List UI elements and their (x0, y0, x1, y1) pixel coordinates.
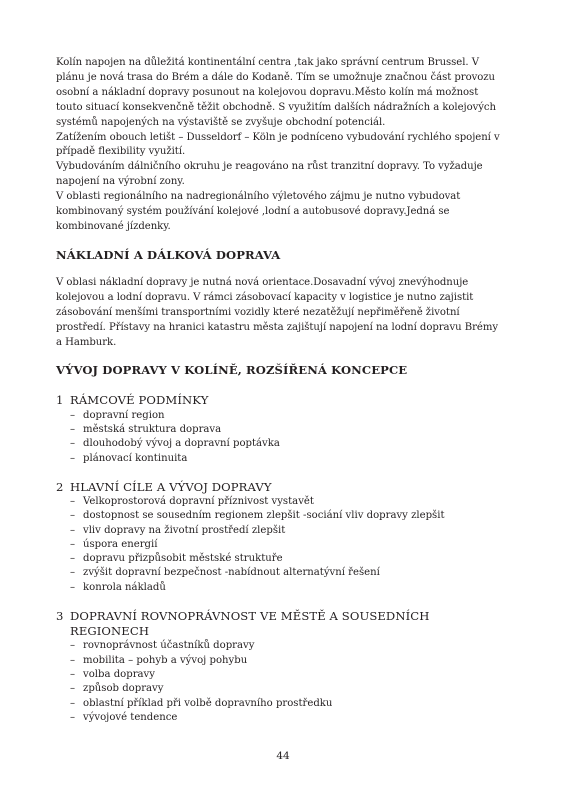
dash-bullet: – (70, 496, 76, 507)
freight-paragraph: V oblasi nákladní dopravy je nutná nová orientace.Dosavadní vývoj znevýhodnuje kolejovou a lodní dopravu. V rámci zásobovací kapacity v logistice je nutno zajistit zásobování menšími transportními vozidly které nezatěžují nepřiměřeně životní prostředí. Přístavy na hranici katastru města zajištují napojení na lodní dopravu Brémy a Hamburk. (56, 276, 499, 348)
section-number: 3 (56, 609, 64, 624)
dash-bullet: – (70, 510, 76, 522)
section-3 (56, 609, 502, 725)
dash-bullet: – (70, 654, 76, 666)
list-item: – mobilita – pohyb a vývoj pohybu (70, 654, 502, 668)
list-item: – městská struktura doprava (70, 423, 502, 437)
dash-bullet: – (70, 669, 76, 681)
list-item: – dostopnost se sousedním regionem zlepšit -sociání vliv dopravy zlepšit (70, 509, 502, 523)
list-item: – dopravní region (70, 409, 502, 423)
intro-paragraph-4: V oblasti regionálního na nadregionálního výletového zájmu je nutno vybudovat kombinovaný systém používání kolejové ,lodní a autobusové dopravy.Jedná se kombinované jízdenky. (56, 191, 461, 232)
section-title: HLAVNÍ CÍLE A VÝVOJ DOPRAVY (70, 479, 272, 494)
dash-bullet: – (70, 409, 76, 421)
section-2 (56, 480, 502, 595)
list-item: – volba dopravy (70, 668, 502, 682)
dash-bullet: – (70, 567, 76, 579)
dash-bullet: – (70, 524, 76, 536)
section-items (56, 409, 502, 466)
dash-bullet: – (70, 423, 76, 435)
section-number: 2 (56, 479, 64, 494)
list-item: – Velkoprostorová dopravní příznivost vystavět (70, 495, 502, 509)
intro-paragraph-1: Kolín napojen na důležitá kontinentální centra ,tak jako správní centrum Brussel. V plánu je nová trasa do Brém a dále do Kodaně. Tím se umožnuje značnou část provozu osobní a nákladní dopravy posunout na kolejovou dopravu.Město kolín má možnost touto situací konsekvenčně těžit obchodně. S využitím dalších nádražních a kolejových systémů napojených na výstaviště se zvyšuje obchodní potenciál. (56, 57, 496, 128)
list-item: – rovnoprávnost účastníků dopravy (70, 639, 502, 653)
dash-bullet: – (70, 697, 76, 709)
list-item: – dopravu přizpůsobit městské struktuře (70, 552, 502, 566)
list-item: – vliv dopravy na životní prostředí zlepšit (70, 524, 502, 538)
page-number: 44 (276, 750, 290, 762)
list-item: – vývojové tendence (70, 711, 502, 725)
document-page (56, 56, 502, 725)
list-item: – úspora energií (70, 538, 502, 552)
freight-heading: NÁKLADNÍ A DÁLKOVÁ DOPRAVA (56, 247, 281, 262)
dash-bullet: – (70, 438, 76, 450)
dash-bullet: – (70, 683, 76, 695)
list-item: – zvýšit dopravní bezpečnost -nabídnout alternatývní řešení (70, 566, 502, 580)
dash-bullet: – (70, 640, 76, 652)
section-items (56, 495, 502, 595)
dash-bullet: – (70, 581, 76, 593)
intro-text (56, 56, 502, 235)
intro-paragraph-3: Vybudováním dálničního okruhu je reagováno na růst tranzitní dopravy. To vyžaduje napojení na výrobní zony. (56, 161, 483, 188)
section-number: 1 (56, 393, 64, 408)
list-item: – oblastní příklad při volbě dopravního prostředku (70, 697, 502, 711)
dash-bullet: – (70, 711, 76, 723)
list-item: – konrola nákladů (70, 581, 502, 595)
section-title: RÁMCOVÉ PODMÍNKY (70, 393, 209, 408)
list-item: – dlouhodobý vývoj a dopravní poptávka (70, 437, 502, 451)
dash-bullet: – (70, 538, 76, 550)
section-1 (56, 393, 502, 465)
list-item: – plánovací kontinuita (70, 452, 502, 466)
dash-bullet: – (70, 452, 76, 464)
list-item: – způsob dopravy (70, 682, 502, 696)
section-items (56, 639, 502, 725)
intro-paragraph-2: Zatížením obouch letišt – Dusseldorf – Köln je podníceno vybudování rychlého spojení v případě flexibility využití. (56, 131, 500, 158)
dash-bullet: – (70, 553, 76, 565)
concept-heading: VÝVOJ DOPRAVY V KOLÍNĚ, ROZŠÍŘENÁ KONCEPCE (56, 363, 408, 378)
section-title: DOPRAVNÍ ROVNOPRÁVNOST VE MĚSTĚ A SOUSEDNÍCH REGIONECH (70, 609, 430, 639)
